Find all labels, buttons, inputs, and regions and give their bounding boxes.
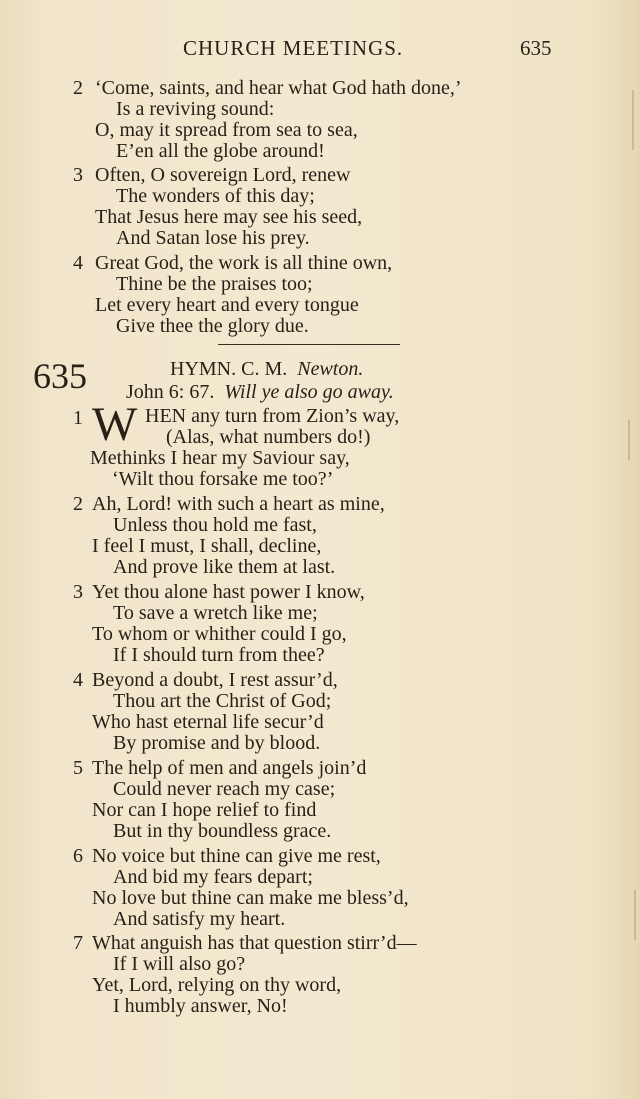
- verse-line: No love but thine can make me bless’d,: [92, 887, 409, 909]
- verse-line: But in thy boundless grace.: [113, 820, 332, 842]
- page-edge-mark: [634, 890, 636, 940]
- verse-line: E’en all the globe around!: [116, 140, 325, 162]
- page-number: 635: [520, 36, 552, 60]
- verse-line: If I should turn from thee?: [113, 644, 325, 666]
- stanza-number: 4: [73, 669, 83, 691]
- stanza-number: 4: [73, 252, 83, 274]
- verse-line: (Alas, what numbers do!): [166, 426, 371, 448]
- verse-line: The help of men and angels join’d: [92, 757, 367, 779]
- verse-line: Let every heart and every tongue: [95, 294, 359, 316]
- scripture-quote: Will ye also go away.: [224, 381, 394, 403]
- verse-line: Often, O sovereign Lord, renew: [95, 164, 351, 186]
- verse-line: I humbly answer, No!: [113, 995, 288, 1017]
- verse-line: Give thee the glory due.: [116, 315, 309, 337]
- page-edge-mark: [632, 90, 634, 150]
- verse-line: By promise and by blood.: [113, 732, 321, 754]
- verse-line: To save a wretch like me;: [113, 602, 318, 624]
- verse-line: Beyond a doubt, I rest assur’d,: [92, 669, 338, 691]
- stanza-number: 7: [73, 932, 83, 954]
- scripture-ref: John 6: 67.: [126, 381, 215, 403]
- verse-line: And Satan lose his prey.: [116, 227, 310, 249]
- verse-line: To whom or whither could I go,: [92, 623, 347, 645]
- verse-line: That Jesus here may see his seed,: [95, 206, 363, 228]
- hymn-meter: HYMN. C. M.: [170, 358, 288, 380]
- verse-line: And satisfy my heart.: [113, 908, 286, 930]
- verse-line: HEN any turn from Zion’s way,: [145, 405, 400, 427]
- hymn-heading: [170, 358, 363, 380]
- verse-line: Thou art the Christ of God;: [113, 690, 332, 712]
- verse-line: Nor can I hope relief to find: [92, 799, 317, 821]
- verse-line: Thine be the praises too;: [116, 273, 313, 295]
- stanza-number: 1: [73, 407, 83, 429]
- verse-line: Yet, Lord, relying on thy word,: [92, 974, 342, 996]
- hymn-author: Newton.: [297, 358, 364, 380]
- verse-line: Who hast eternal life secur’d: [92, 711, 324, 733]
- scripture-line: [126, 381, 394, 403]
- verse-line: No voice but thine can give me rest,: [92, 845, 381, 867]
- verse-line: And prove like them at last.: [113, 556, 336, 578]
- hymn-number: 635: [33, 356, 87, 396]
- stanza-number: 6: [73, 845, 83, 867]
- verse-line: Great God, the work is all thine own,: [95, 252, 393, 274]
- verse-line: Ah, Lord! with such a heart as mine,: [92, 493, 385, 515]
- verse-line: If I will also go?: [113, 953, 246, 975]
- drop-cap: W: [92, 398, 138, 451]
- stanza-number: 5: [73, 757, 83, 779]
- verse-line: What anguish has that question stirr’d—: [92, 932, 417, 954]
- verse-line: Methinks I hear my Saviour say,: [90, 447, 350, 469]
- verse-line: Unless thou hold me fast,: [113, 514, 317, 536]
- verse-line: And bid my fears depart;: [113, 866, 313, 888]
- verse-line: I feel I must, I shall, decline,: [92, 535, 322, 557]
- stanza-number: 2: [73, 77, 83, 99]
- verse-line: Is a reviving sound:: [116, 98, 275, 120]
- verse-line: ‘Come, saints, and hear what God hath done,’: [95, 77, 462, 99]
- stanza-number: 3: [73, 164, 83, 186]
- page-edge-mark: [628, 420, 630, 460]
- stanza-number: 2: [73, 493, 83, 515]
- verse-line: Yet thou alone hast power I know,: [92, 581, 365, 603]
- verse-line: Could never reach my case;: [113, 778, 336, 800]
- verse-line: ‘Wilt thou forsake me too?’: [112, 468, 334, 490]
- stanza-number: 3: [73, 581, 83, 603]
- section-divider: [218, 344, 400, 345]
- verse-line: O, may it spread from sea to sea,: [95, 119, 358, 141]
- running-head: CHURCH MEETINGS.: [183, 36, 404, 60]
- verse-line: The wonders of this day;: [116, 185, 315, 207]
